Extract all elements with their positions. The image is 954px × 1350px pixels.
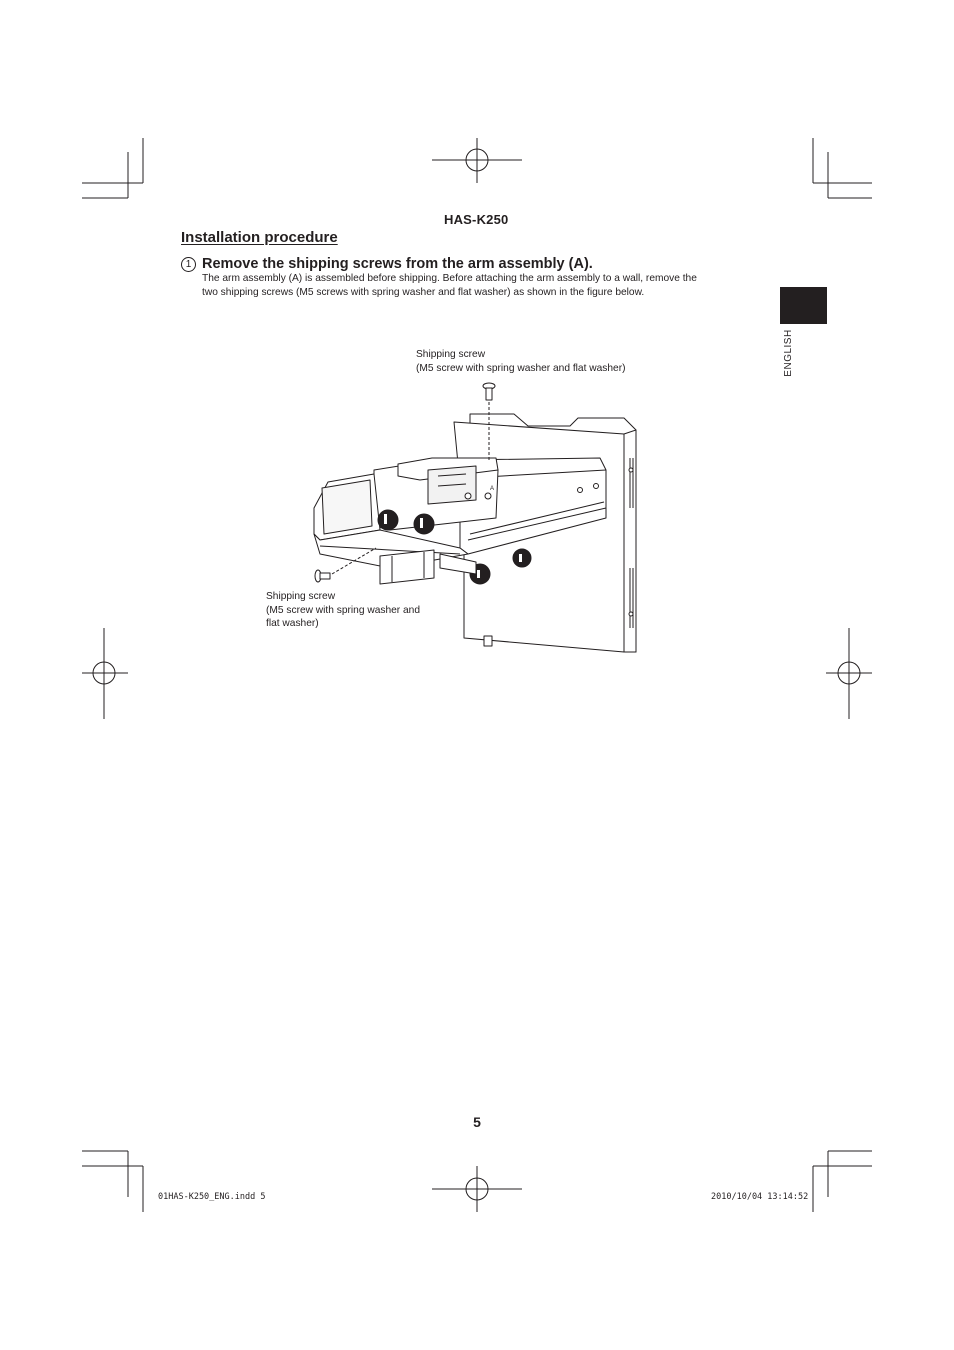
page-number: 5 xyxy=(473,1114,481,1130)
arm-assembly-letter: A xyxy=(490,486,495,492)
section-title: Installation procedure xyxy=(181,229,338,246)
arm-assembly-illustration xyxy=(300,378,650,658)
language-tab xyxy=(780,287,827,324)
registration-mark-left xyxy=(82,628,128,719)
crop-mark-top-left xyxy=(82,138,143,198)
crop-mark-bottom-right xyxy=(813,1151,872,1212)
registration-mark-bottom xyxy=(432,1166,522,1212)
step-description xyxy=(202,272,762,300)
step-heading-text: Remove the shipping screws from the arm assembly (A). xyxy=(202,256,593,272)
step-number-badge: 1 xyxy=(181,257,196,272)
registration-mark-right xyxy=(826,628,872,719)
model-name: HAS-K250 xyxy=(444,212,509,227)
crop-mark-bottom-left xyxy=(82,1151,143,1212)
callout-top-title: Shipping screw xyxy=(416,349,486,360)
slug-file-name: 01HAS-K250_ENG.indd 5 xyxy=(158,1192,266,1202)
callout-top-detail: (M5 screw with spring washer and flat washer) xyxy=(416,362,626,374)
callout-shipping-screw-top xyxy=(416,348,676,375)
registration-mark-top xyxy=(432,138,522,183)
slug-timestamp: 2010/10/04 13:14:52 xyxy=(711,1192,809,1202)
step-heading xyxy=(181,256,593,272)
step-description-line-1: The arm assembly (A) is assembled before shipping. Before attaching the arm assembly to a wall, remove the xyxy=(202,273,697,284)
callout-bottom-detail-line-1: (M5 screw with spring washer and xyxy=(266,604,421,616)
step-description-line-2: two shipping screws (M5 screws with spring washer and flat washer) as shown in the figure below. xyxy=(202,287,645,298)
callout-bottom-title: Shipping screw xyxy=(266,591,336,602)
crop-mark-top-right xyxy=(813,138,872,198)
language-tab-label: ENGLISH xyxy=(783,329,794,377)
callout-bottom-detail-line-2: flat washer) xyxy=(266,618,319,629)
